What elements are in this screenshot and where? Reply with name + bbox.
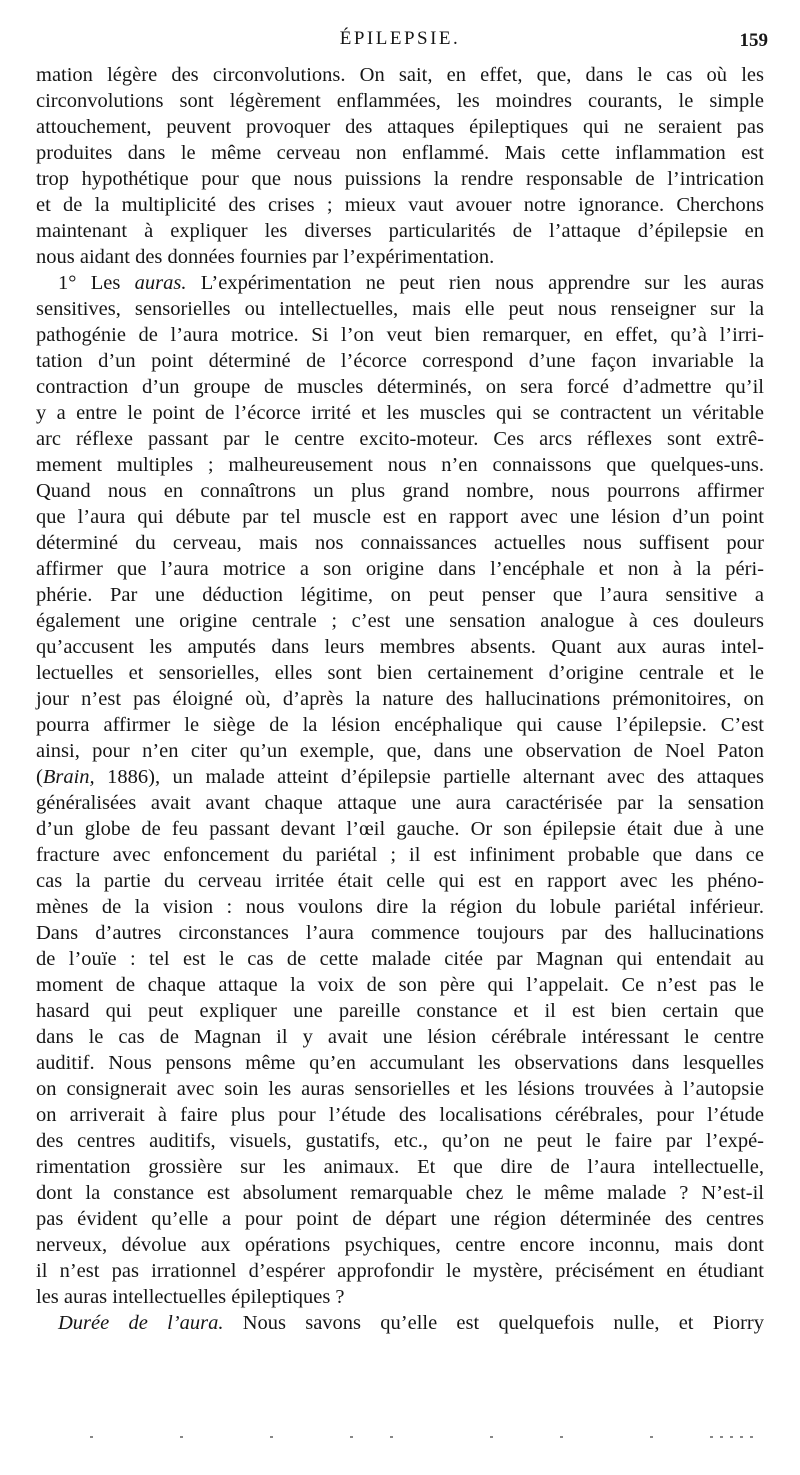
text-line	[36, 634, 764, 660]
text-segment: jour n’est pas éloigné où, d’après la nature des hallucinations prémonitoires, on	[36, 688, 764, 710]
text-segment: L’expérimentation ne peut rien nous apprendre sur les auras	[186, 272, 764, 294]
dot-mark	[730, 1436, 733, 1438]
text-line	[36, 400, 764, 426]
dot-mark	[710, 1436, 713, 1438]
text-segment: ainsi, pour n’en citer qu’un exemple, que, dans une observation de Noel Paton	[36, 740, 764, 762]
text-line	[36, 166, 764, 192]
text-segment: Dans d’autres circonstances l’aura commence toujours par des hallucinations	[36, 922, 764, 944]
text-line	[36, 1128, 764, 1154]
text-segment: pathogénie de l’aura motrice. Si l’on veut bien remarquer, en effet, qu’à l’irri-	[36, 324, 764, 346]
text-line	[36, 322, 764, 348]
text-line	[36, 946, 764, 972]
text-line	[36, 712, 764, 738]
text-line	[36, 1050, 764, 1076]
text-line	[36, 244, 764, 270]
text-segment: (	[36, 766, 43, 788]
bottom-dotted-rule	[90, 1436, 760, 1444]
text-line	[36, 1310, 764, 1336]
dot-mark	[390, 1436, 393, 1438]
text-line	[36, 270, 764, 296]
text-segment: nerveux, dévolue aux opérations psychiques, centre encore inconnu, mais dont	[36, 1234, 764, 1256]
text-line	[36, 1258, 764, 1284]
text-line	[36, 842, 764, 868]
text-segment: hasard qui peut expliquer une pareille constance et il est bien certain que	[36, 1000, 764, 1022]
text-line	[36, 790, 764, 816]
text-line	[36, 192, 764, 218]
text-segment: d’un globe de feu passant devant l’œil gauche. Or son épilepsie était due à une	[36, 818, 764, 840]
text-segment: généralisées avait avant chaque attaque une aura caractérisée par la sensation	[36, 792, 764, 814]
text-line	[36, 1076, 764, 1102]
text-line	[36, 608, 764, 634]
text-line	[36, 1102, 764, 1128]
text-segment: arc réflexe passant par le centre excito-moteur. Ces arcs réflexes sont extrê-	[36, 428, 764, 450]
text-segment: fracture avec enfoncement du pariétal ; il est infiniment probable que dans ce	[36, 844, 764, 866]
text-segment: également une origine centrale ; c’est une sensation analogue à ces douleurs	[36, 610, 764, 632]
text-line	[36, 114, 764, 140]
text-segment: il n’est pas irrationnel d’espérer approfondir le mystère, précisément en étudiant	[36, 1260, 764, 1282]
text-segment: de l’ouïe : tel est le cas de cette malade citée par Magnan qui entendait au	[36, 948, 764, 970]
text-segment: déterminé du cerveau, mais nos connaissances actuelles nous suffisent pour	[36, 532, 764, 554]
text-line	[36, 582, 764, 608]
text-line	[36, 868, 764, 894]
italic-text: auras.	[134, 272, 187, 294]
text-line	[36, 920, 764, 946]
dot-mark	[740, 1436, 743, 1438]
text-line	[36, 972, 764, 998]
running-title: ÉPILEPSIE.	[339, 28, 461, 49]
text-segment: lectuelles et sensorielles, elles sont bien certainement d’origine centrale et le	[36, 662, 764, 684]
text-segment: nous aidant des données fournies par l’expérimentation.	[36, 246, 495, 268]
text-segment: dans le cas de Magnan il y avait une lésion cérébrale intéressant le centre	[36, 1026, 764, 1048]
text-segment: 1886), un malade atteint d’épilepsie partielle alternant avec des attaques	[94, 766, 764, 788]
text-segment: circonvolutions sont légèrement enflammées, les moindres courants, le simple	[36, 90, 764, 112]
text-segment: sensitives, sensorielles ou intellectuelles, mais elle peut nous renseigner sur la	[36, 298, 764, 320]
page-number: 159	[739, 30, 768, 51]
text-line	[36, 504, 764, 530]
dot-mark	[350, 1436, 353, 1438]
text-segment: qu’accusent les amputés dans leurs membres absents. Quant aux auras intel-	[36, 636, 764, 658]
text-segment: phérie. Par une déduction légitime, on peut penser que l’aura sensitive a	[36, 584, 764, 606]
text-segment: maintenant à expliquer les diverses particularités de l’attaque d’épilepsie en	[36, 220, 764, 242]
text-line	[36, 62, 764, 88]
dot-mark	[490, 1436, 493, 1438]
text-segment: trop hypothétique pour que nous puissions la rendre responsable de l’intrication	[36, 168, 764, 190]
text-segment: tation d’un point déterminé de l’écorce correspond d’une façon invariable la	[36, 350, 764, 372]
italic-text: Brain,	[42, 766, 95, 788]
text-segment: on arriverait à faire plus pour l’étude des localisations cérébrales, pour l’étude	[36, 1104, 764, 1126]
text-segment: et de la multiplicité des crises ; mieux vaut avouer notre ignorance. Cherchons	[36, 194, 764, 216]
text-segment: les auras intellectuelles épileptiques ?	[36, 1286, 345, 1308]
text-segment: y a entre le point de l’écorce irrité et les muscles qui se contractent un véritable	[36, 402, 764, 424]
text-line	[36, 738, 764, 764]
dot-mark	[650, 1436, 653, 1438]
text-segment: on consignerait avec soin les auras sensorielles et les lésions trouvées à l’autopsie	[36, 1078, 764, 1100]
text-segment: mation légère des circonvolutions. On sait, en effet, que, dans le cas où les	[36, 64, 764, 86]
text-segment: moment de chaque attaque la voix de son père qui l’appelait. Ce n’est pas le	[36, 974, 764, 996]
text-segment: mènes de la vision : nous voulons dire la région du lobule pariétal inférieur.	[36, 896, 764, 918]
body-text	[36, 62, 764, 1336]
text-line	[36, 140, 764, 166]
text-segment: pourra affirmer le siège de la lésion encéphalique qui cause l’épilepsie. C’est	[36, 714, 764, 736]
text-segment: cas la partie du cerveau irritée était celle qui est en rapport avec les phéno-	[36, 870, 764, 892]
text-segment: rimentation grossière sur les animaux. Et que dire de l’aura intellectuelle,	[36, 1156, 764, 1178]
text-line	[36, 530, 764, 556]
text-segment: Quand nous en connaîtrons un plus grand nombre, nous pourrons affirmer	[36, 480, 764, 502]
text-segment: affirmer que l’aura motrice a son origine dans l’encéphale et non à la péri-	[36, 558, 764, 580]
text-line	[36, 88, 764, 114]
dot-mark	[750, 1436, 753, 1438]
text-segment: pas évident qu’elle a pour point de départ une région déterminée des centres	[36, 1208, 764, 1230]
text-line	[36, 686, 764, 712]
text-segment: 1° Les	[58, 272, 135, 294]
text-line	[36, 998, 764, 1024]
dot-mark	[560, 1436, 563, 1438]
text-line	[36, 1284, 764, 1310]
text-segment: auditif. Nous pensons même qu’en accumulant les observations dans lesquelles	[36, 1052, 764, 1074]
text-segment: Nous savons qu’elle est quelquefois nulle, et Piorry	[223, 1312, 764, 1334]
italic-text: Durée de l’aura.	[58, 1312, 224, 1334]
text-line	[36, 1180, 764, 1206]
text-segment: des centres auditifs, visuels, gustatifs, etc., qu’on ne peut le faire par l’expé-	[36, 1130, 764, 1152]
text-segment: dont la constance est absolument remarquable chez le même malade ? N’est-il	[36, 1182, 764, 1204]
text-segment: contraction d’un groupe de muscles déterminés, on sera forcé d’admettre qu’il	[36, 376, 764, 398]
dot-mark	[90, 1436, 93, 1438]
dot-mark	[270, 1436, 273, 1438]
text-line	[36, 1206, 764, 1232]
text-line	[36, 894, 764, 920]
text-line	[36, 660, 764, 686]
text-line	[36, 426, 764, 452]
text-line	[36, 1154, 764, 1180]
running-header	[0, 24, 800, 54]
text-segment: attouchement, peuvent provoquer des attaques épileptiques qui ne seraient pas	[36, 116, 764, 138]
text-line	[36, 218, 764, 244]
dot-mark	[720, 1436, 723, 1438]
text-line	[36, 1232, 764, 1258]
text-segment: que l’aura qui débute par tel muscle est en rapport avec une lésion d’un point	[36, 506, 764, 528]
dot-mark	[180, 1436, 183, 1438]
text-line	[36, 478, 764, 504]
text-segment: produites dans le même cerveau non enflammé. Mais cette inflammation est	[36, 142, 764, 164]
text-line	[36, 452, 764, 478]
text-line	[36, 1024, 764, 1050]
text-line	[36, 556, 764, 582]
text-line	[36, 816, 764, 842]
text-line	[36, 764, 764, 790]
text-segment: mement multiples ; malheureusement nous n’en connaissons que quelques-uns.	[36, 454, 764, 476]
text-line	[36, 374, 764, 400]
text-line	[36, 348, 764, 374]
text-line	[36, 296, 764, 322]
